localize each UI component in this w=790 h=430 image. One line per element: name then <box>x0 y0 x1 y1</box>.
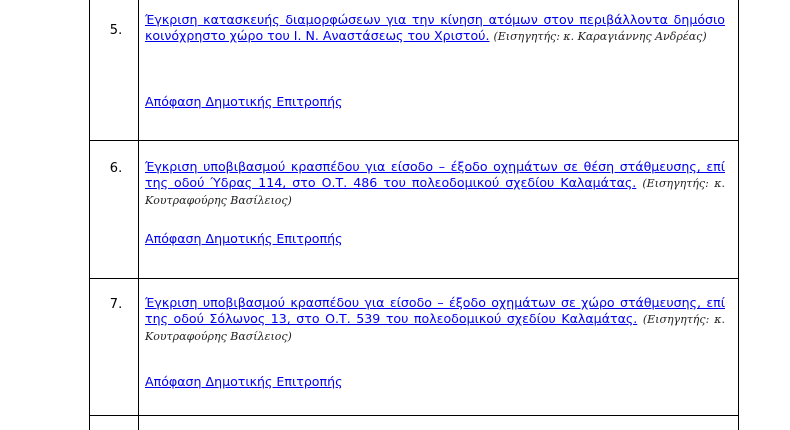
item-number: 6. <box>109 161 123 176</box>
item-number: 5. <box>109 23 123 38</box>
item-title-link[interactable]: Έγκριση κατασκευής διαμορφώσεων για την κίνηση ατόμων στον περιβάλλοντα δημόσιο κοινόχρηστο χώρο του Ι. Ν. Αναστάσεως του Χριστού. <box>145 12 725 43</box>
decision-link[interactable]: Απόφαση Δημοτικής Επιτροπής <box>145 374 343 389</box>
item-description <box>145 295 725 345</box>
column-divider <box>138 0 139 430</box>
rapporteur-text: (Εισηγητής: κ. Κουτραφούρης Βασίλειος) <box>145 177 726 207</box>
item-number: 7. <box>109 297 123 312</box>
decision-link[interactable]: Απόφαση Δημοτικής Επιτροπής <box>145 231 343 246</box>
decision-link[interactable]: Απόφαση Δημοτικής Επιτροπής <box>145 94 343 109</box>
row-divider <box>90 415 738 416</box>
item-description <box>145 12 725 45</box>
item-title-link[interactable]: Έγκριση υποβιβασμού κρασπέδου για είσοδο – έξοδο οχημάτων σε χώρο στάθμευσης, επί της οδού Σόλωνος 13, στο Ο.Τ. 539 του πολεοδομικού σχεδίου Καλαμάτας. <box>145 295 725 326</box>
agenda-table <box>89 0 739 430</box>
row-divider <box>90 278 738 279</box>
rapporteur-text: (Εισηγητής: κ. Καραγιάννης Ανδρέας) <box>493 30 707 43</box>
rapporteur-text: (Εισηγητής: κ. Κουτραφούρης Βασίλειος) <box>145 313 726 343</box>
item-title-link[interactable]: Έγκριση υποβιβασμού κρασπέδου για είσοδο – έξοδο οχημάτων σε θέση στάθμευσης, επί της οδού Ύδρας 114, στο Ο.Τ. 486 του πολεοδομικού σχεδίου Καλαμάτας. <box>145 159 725 190</box>
item-description <box>145 159 725 209</box>
row-divider <box>90 140 738 141</box>
